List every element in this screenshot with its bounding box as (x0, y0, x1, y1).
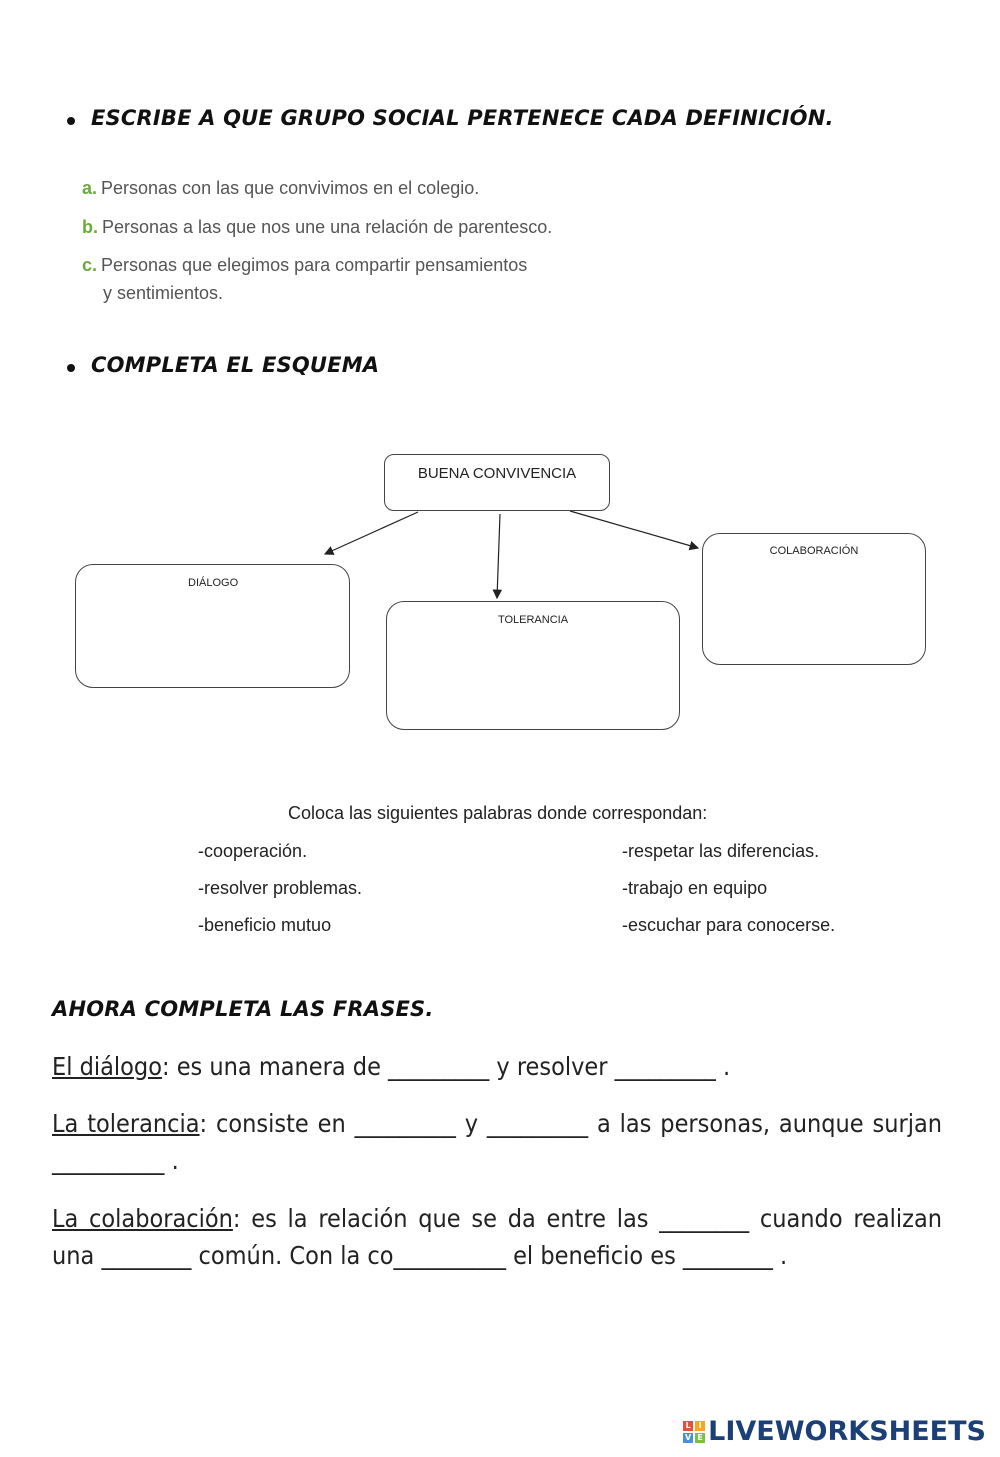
definition-text-continued: y sentimientos. (103, 283, 224, 303)
word-item: -trabajo en equipo (622, 878, 768, 898)
definition-letter: a. (82, 178, 98, 198)
logo-grid-cell: E (695, 1433, 705, 1443)
sentence-text: : consiste en _________ y _________ a las personas, aunque surjan __________ . (52, 1109, 942, 1175)
sentence-term: La colaboración (52, 1204, 233, 1233)
arrow-to-tolerancia (497, 514, 500, 598)
sentence-text: : es la relación que se da entre las ________ cuando realizan una ________ común. Con la co__________ el beneficio es ________ . (52, 1204, 942, 1270)
word-item: -respetar las diferencias. (622, 841, 820, 861)
arrow-to-colaboracion (570, 511, 698, 548)
definition-text: Personas a las que nos une una relación de parentesco. (102, 217, 553, 237)
sentence-term: El diálogo (52, 1052, 162, 1081)
logo-grid-cell: V (685, 1432, 692, 1442)
sentence-term: La tolerancia (52, 1109, 200, 1138)
box-buena-convivencia (384, 454, 610, 511)
liveworksheets-logo (683, 1416, 986, 1447)
definition-c (82, 251, 527, 307)
word-item: -resolver problemas. (198, 878, 363, 898)
box-colaboracion[interactable] (702, 533, 926, 665)
word-item: -escuchar para conocerse. (622, 915, 836, 935)
box-label: DIÁLOGO (188, 577, 239, 589)
bullet-icon (67, 117, 75, 125)
definition-a (82, 174, 479, 202)
instruction-text: Coloca las siguientes palabras donde correspondan: (288, 803, 708, 823)
definition-text: Personas que elegimos para compartir pensamientos (101, 255, 528, 275)
sentence-tolerancia[interactable] (52, 1105, 942, 1179)
section1-heading: ESCRIBE A QUE GRUPO SOCIAL PERTENECE CADA DEFINICIÓN. (91, 106, 834, 130)
logo-grid-cell: L (683, 1421, 693, 1431)
sentence-dialogo[interactable] (52, 1048, 942, 1085)
box-label: BUENA CONVIVENCIA (417, 465, 577, 482)
box-label: TOLERANCIA (497, 614, 569, 626)
sentence-text: : es una manera de _________ y resolver _________ . (161, 1052, 731, 1081)
box-dialogo[interactable] (75, 564, 350, 688)
section3-heading: AHORA COMPLETA LAS FRASES. (52, 997, 434, 1021)
logo-grid-cell: I (695, 1421, 705, 1431)
logo-text: LIVEWORKSHEETS (708, 1416, 986, 1447)
sentence-colaboracion[interactable] (52, 1200, 942, 1274)
section2-heading: COMPLETA EL ESQUEMA (91, 353, 380, 377)
box-tolerancia[interactable] (386, 601, 680, 730)
definition-b (82, 213, 552, 241)
word-item: -cooperación. (198, 841, 308, 861)
bullet-icon (67, 364, 75, 372)
definition-text: Personas con las que convivimos en el colegio. (101, 178, 480, 198)
definition-letter: c. (82, 255, 98, 275)
box-label: COLABORACIÓN (769, 545, 859, 557)
word-item: -beneficio mutuo (198, 915, 332, 935)
definition-letter: b. (82, 217, 98, 237)
logo-grid-icon (683, 1421, 705, 1443)
arrow-to-dialogo (325, 512, 418, 554)
